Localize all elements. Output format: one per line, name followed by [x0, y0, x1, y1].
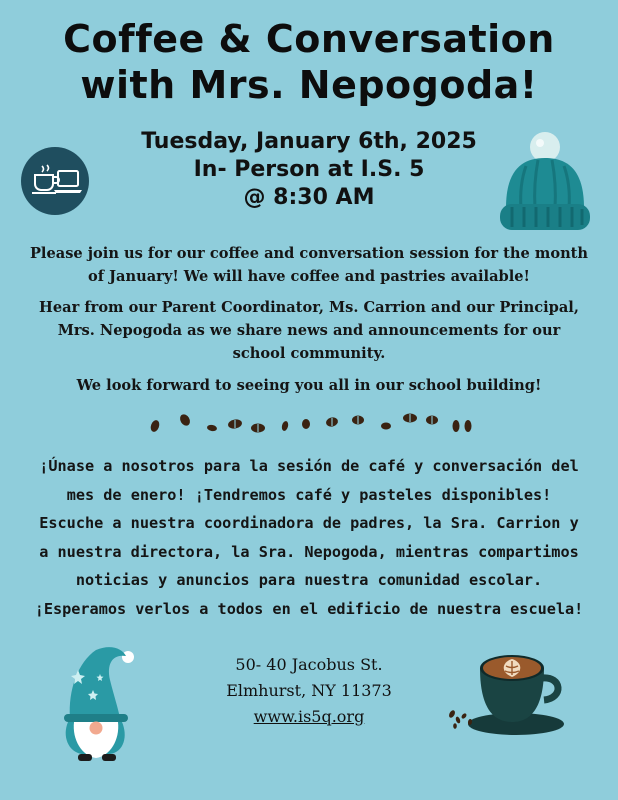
flyer-title — [0, 16, 618, 108]
english-line: school community. — [232, 345, 386, 362]
spanish-line: noticias y anuncios para nuestra comunidad escolar. — [75, 571, 543, 590]
gnome-icon — [48, 640, 148, 762]
spanish-line: ¡Esperamos verlos a todos en el edificio de nuestra escuela! — [34, 599, 584, 618]
latte-cup-icon — [444, 642, 578, 742]
spanish-paragraph — [4, 452, 614, 624]
school-address — [160, 652, 458, 730]
address-city: Elmhurst, NY 11373 — [226, 681, 392, 700]
event-date: Tuesday, January 6th, 2025 — [141, 129, 477, 154]
english-line: We look forward to seeing you all in our school building! — [76, 377, 542, 394]
english-line: Hear from our Parent Coordinator, Ms. Carrion and our Principal, — [39, 299, 579, 316]
event-location: In- Person at I.S. 5 — [193, 157, 425, 182]
spanish-line: mes de enero! ¡Tendremos café y pasteles disponibles! — [66, 485, 552, 504]
english-line: Mrs. Nepogoda as we share news and announcements for our — [57, 322, 561, 339]
english-line: Please join us for our coffee and conversation session for the month — [29, 245, 589, 262]
spanish-line: ¡Únase a nosotros para la sesión de café y conversación del — [39, 457, 579, 475]
title-line-1: Coffee & Conversation — [63, 17, 555, 61]
spanish-line: a nuestra directora, la Sra. Nepogoda, mientras compartimos — [39, 542, 579, 561]
spanish-line: Escuche a nuestra coordinadora de padres, la Sra. Carrion y — [39, 514, 579, 533]
event-time: @ 8:30 AM — [243, 185, 375, 210]
address-street: 50- 40 Jacobus St. — [235, 655, 383, 674]
coffee-beans-divider — [140, 408, 480, 438]
english-paragraph-closing — [6, 374, 612, 397]
english-line: of January! We will have coffee and pastries available! — [88, 268, 530, 285]
title-line-2: with Mrs. Nepogoda! — [80, 63, 538, 107]
event-details — [100, 128, 518, 212]
english-paragraph-speakers — [6, 296, 612, 365]
english-paragraph-invite — [6, 242, 612, 288]
website-link[interactable]: www.is5q.org — [253, 707, 365, 726]
coffee-laptop-icon — [20, 146, 90, 216]
